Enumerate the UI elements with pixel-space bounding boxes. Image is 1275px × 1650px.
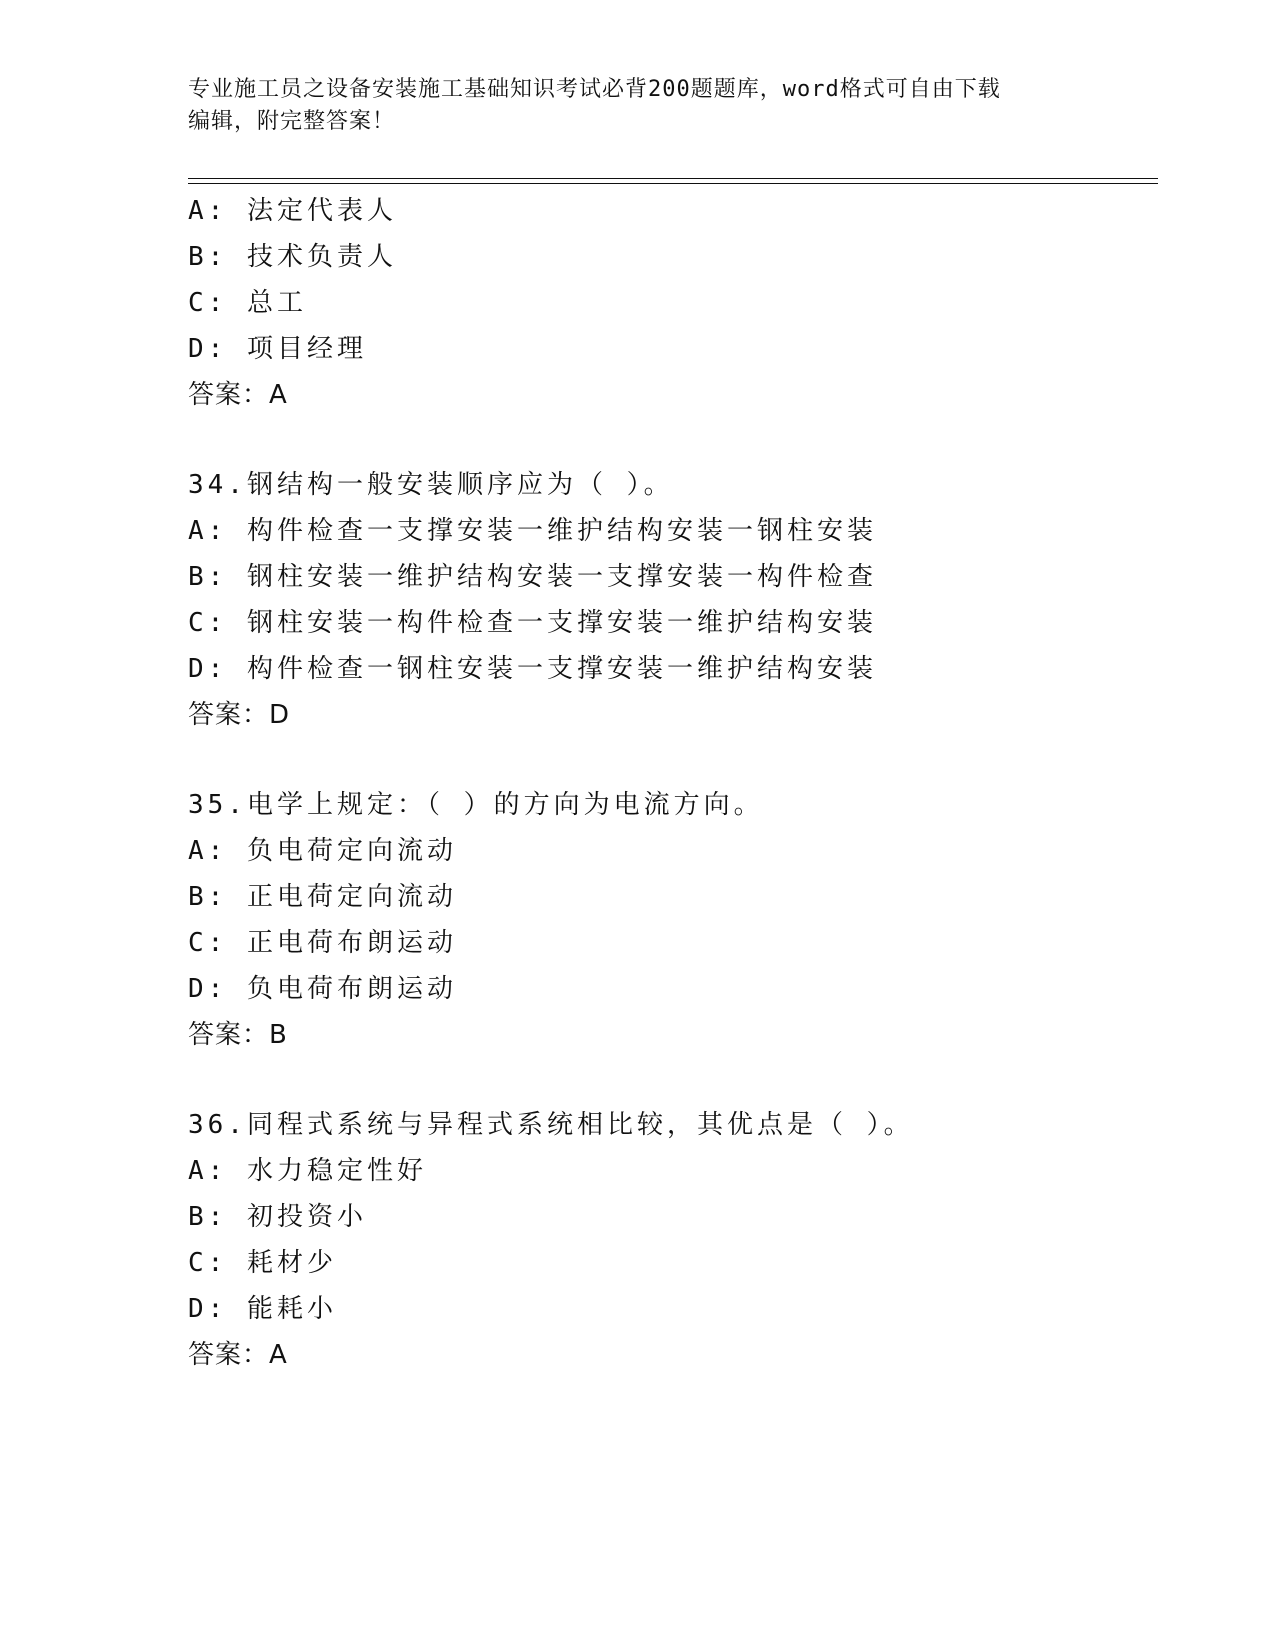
header-divider-bottom [188,183,1158,184]
answer-line: 答案：A [188,1340,288,1370]
option-a: A: 构件检查一支撑安装一维护结构安装一钢柱安装 [188,516,877,546]
answer-line: 答案：A [188,380,288,410]
spacer [188,1058,1158,1102]
header-title-line-1: 专业施工员之设备安装施工基础知识考试必背200题题库，word格式可自由下载 [188,77,1001,102]
question-list [188,188,1158,1378]
option-b: B: 钢柱安装一维护结构安装一支撑安装一构件检查 [188,562,877,592]
header-divider-top [188,178,1158,179]
option-d: D: 负电荷布朗运动 [188,974,457,1004]
answer-line: 答案：D [188,700,291,730]
header-title-line-2: 编辑，附完整答案！ [188,109,396,134]
option-d: D: 能耗小 [188,1294,337,1324]
document-header [188,74,1088,138]
question-text: 34.钢结构一般安装顺序应为（ ）。 [188,470,674,500]
question-text: 36.同程式系统与异程式系统相比较，其优点是（ ）。 [188,1110,914,1140]
option-b: B: 正电荷定向流动 [188,882,457,912]
option-d: D: 构件检查一钢柱安装一支撑安装一维护结构安装 [188,654,877,684]
option-c: C: 总工 [188,288,307,318]
option-b: B: 初投资小 [188,1202,367,1232]
answer-line: 答案：B [188,1020,288,1050]
option-a: A: 负电荷定向流动 [188,836,457,866]
option-c: C: 正电荷布朗运动 [188,928,457,958]
spacer [188,738,1158,782]
question-block-34 [188,462,1158,738]
spacer [188,418,1158,462]
question-text: 35.电学上规定：（ ）的方向为电流方向。 [188,790,764,820]
question-block-33 [188,188,1158,418]
option-a: A: 水力稳定性好 [188,1156,427,1186]
question-block-35 [188,782,1158,1058]
question-block-36 [188,1102,1158,1378]
option-d: D: 项目经理 [188,334,367,364]
option-a: A: 法定代表人 [188,196,397,226]
option-c: C: 耗材少 [188,1248,337,1278]
option-b: B: 技术负责人 [188,242,397,272]
option-c: C: 钢柱安装一构件检查一支撑安装一维护结构安装 [188,608,877,638]
